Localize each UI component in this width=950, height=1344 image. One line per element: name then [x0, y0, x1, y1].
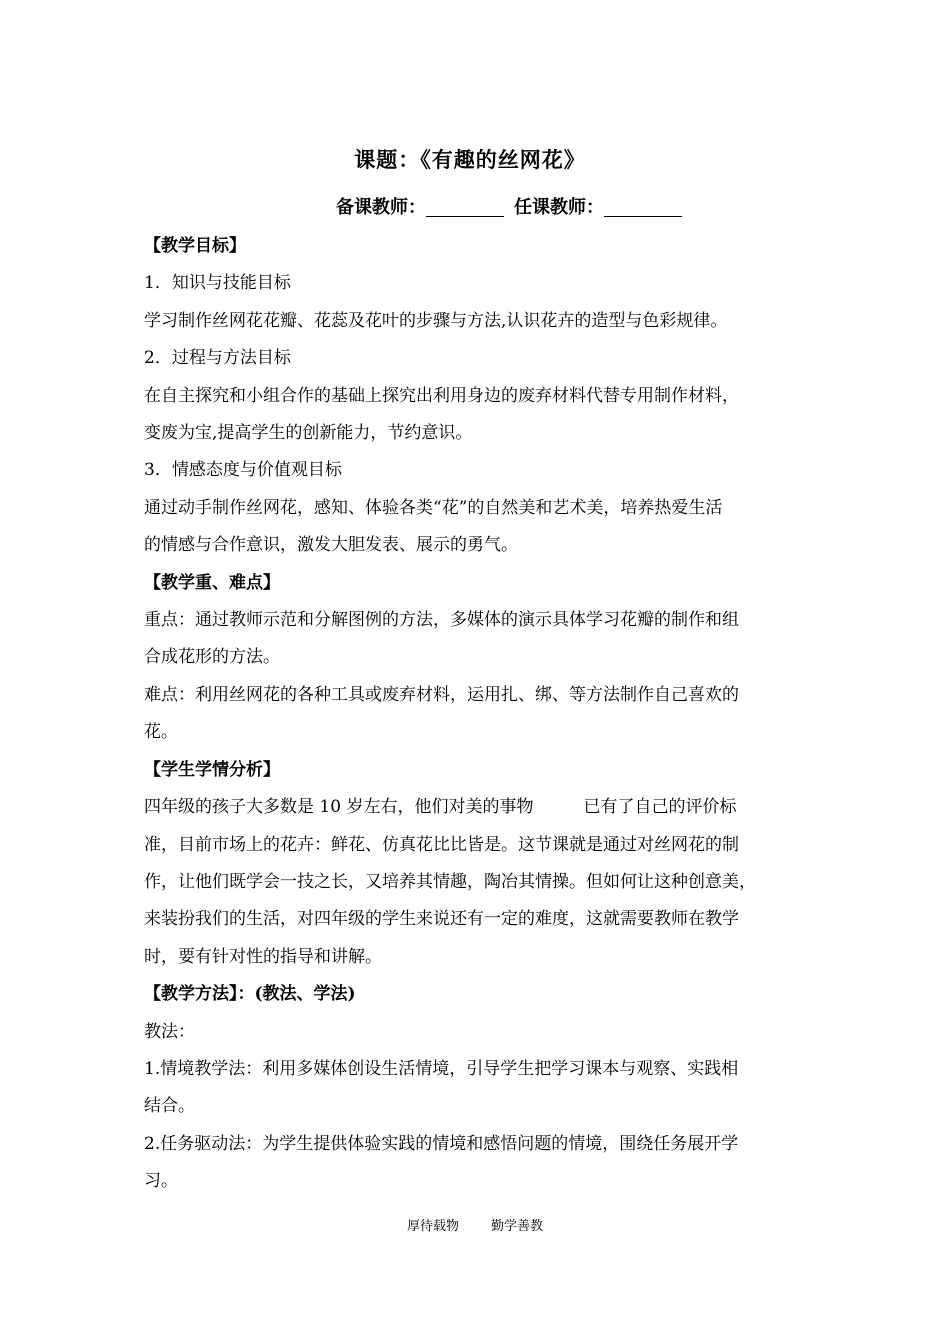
- key-points-heading: 【教学重、难点】: [144, 572, 280, 593]
- goal1-text: 学习制作丝网花花瓣、花蕊及花叶的步骤与方法,认识花卉的造型与色彩规律。: [144, 310, 728, 331]
- analysis-line3: 作，让他们既学会一技之长，又培养其情趣，陶冶其情操。但如何让这种创意美，: [144, 871, 756, 892]
- method-heading: 【教学方法】：(教法、学法): [144, 984, 356, 1005]
- document-body: [144, 228, 814, 1201]
- teacher-line: [336, 193, 692, 219]
- goal3-text-line2: 的情感与合作意识，激发大胆发表、展示的勇气。: [144, 535, 518, 556]
- goal2-text-line1: 在自主探究和小组合作的基础上探究出利用身边的废弃材料代替专用制作材料，: [144, 385, 739, 406]
- method-label: 教法：: [144, 1021, 195, 1042]
- key-point-line1: 重点：通过教师示范和分解图例的方法，多媒体的演示具体学习花瓣的制作和组: [144, 610, 739, 631]
- key-point-line2: 合成花形的方法。: [144, 647, 280, 668]
- prep-teacher-label: 备课教师：: [336, 197, 426, 218]
- goal3-title: 3．情感态度与价值观目标: [144, 460, 342, 481]
- goals-heading: 【教学目标】: [144, 236, 246, 256]
- page-footer: [0, 1215, 950, 1234]
- analysis-line5: 时，要有针对性的指导和讲解。: [144, 946, 382, 967]
- difficulty-line2: 花。: [144, 722, 178, 743]
- footer-motto-right: 勤学善教: [491, 1219, 544, 1234]
- method2-line2: 习。: [144, 1171, 178, 1192]
- goal1-title: 1．知识与技能目标: [144, 273, 291, 294]
- analysis-line1: [144, 789, 814, 826]
- analysis-line4: 来装扮我们的生活，对四年级的学生来说还有一定的难度，这就需要教师在教学: [144, 909, 739, 930]
- method1-line2: 结合。: [144, 1096, 195, 1117]
- goal2-text-line2: 变废为宝,提高学生的创新能力，节约意识。: [144, 423, 473, 444]
- method1-line1: 1.情境教学法：利用多媒体创设生活情境，引导学生把学习课本与观察、实践相: [144, 1058, 739, 1079]
- analysis-heading: 【学生学情分析】: [144, 759, 280, 780]
- prep-teacher-blank: [426, 196, 504, 217]
- analysis-line2: 准，目前市场上的花卉：鲜花、仿真花比比皆是。这节课就是通过对丝网花的制: [144, 834, 739, 855]
- teach-teacher-label: 任课教师：: [514, 197, 604, 218]
- analysis-line1-part1: 四年级的孩子大多数是 10 岁左右，他们对美的事物: [144, 797, 534, 818]
- goal2-title: 2．过程与方法目标: [144, 348, 291, 369]
- teach-teacher-blank: [604, 196, 682, 217]
- method2-line1: 2.任务驱动法：为学生提供体验实践的情境和感悟问题的情境，围绕任务展开学: [144, 1133, 739, 1154]
- footer-motto-left: 厚待载物: [406, 1219, 459, 1234]
- analysis-line1-part2: 已有了自己的评价标: [583, 797, 737, 818]
- goal3-text-line1: 通过动手制作丝网花，感知、体验各类“花”的自然美和艺术美，培养热爱生活: [144, 497, 723, 518]
- difficulty-line1: 难点：利用丝网花的各种工具或废弃材料，运用扎、绑、等方法制作自己喜欢的: [144, 684, 739, 705]
- page-title: 课题：《有趣的丝网花》: [354, 147, 586, 172]
